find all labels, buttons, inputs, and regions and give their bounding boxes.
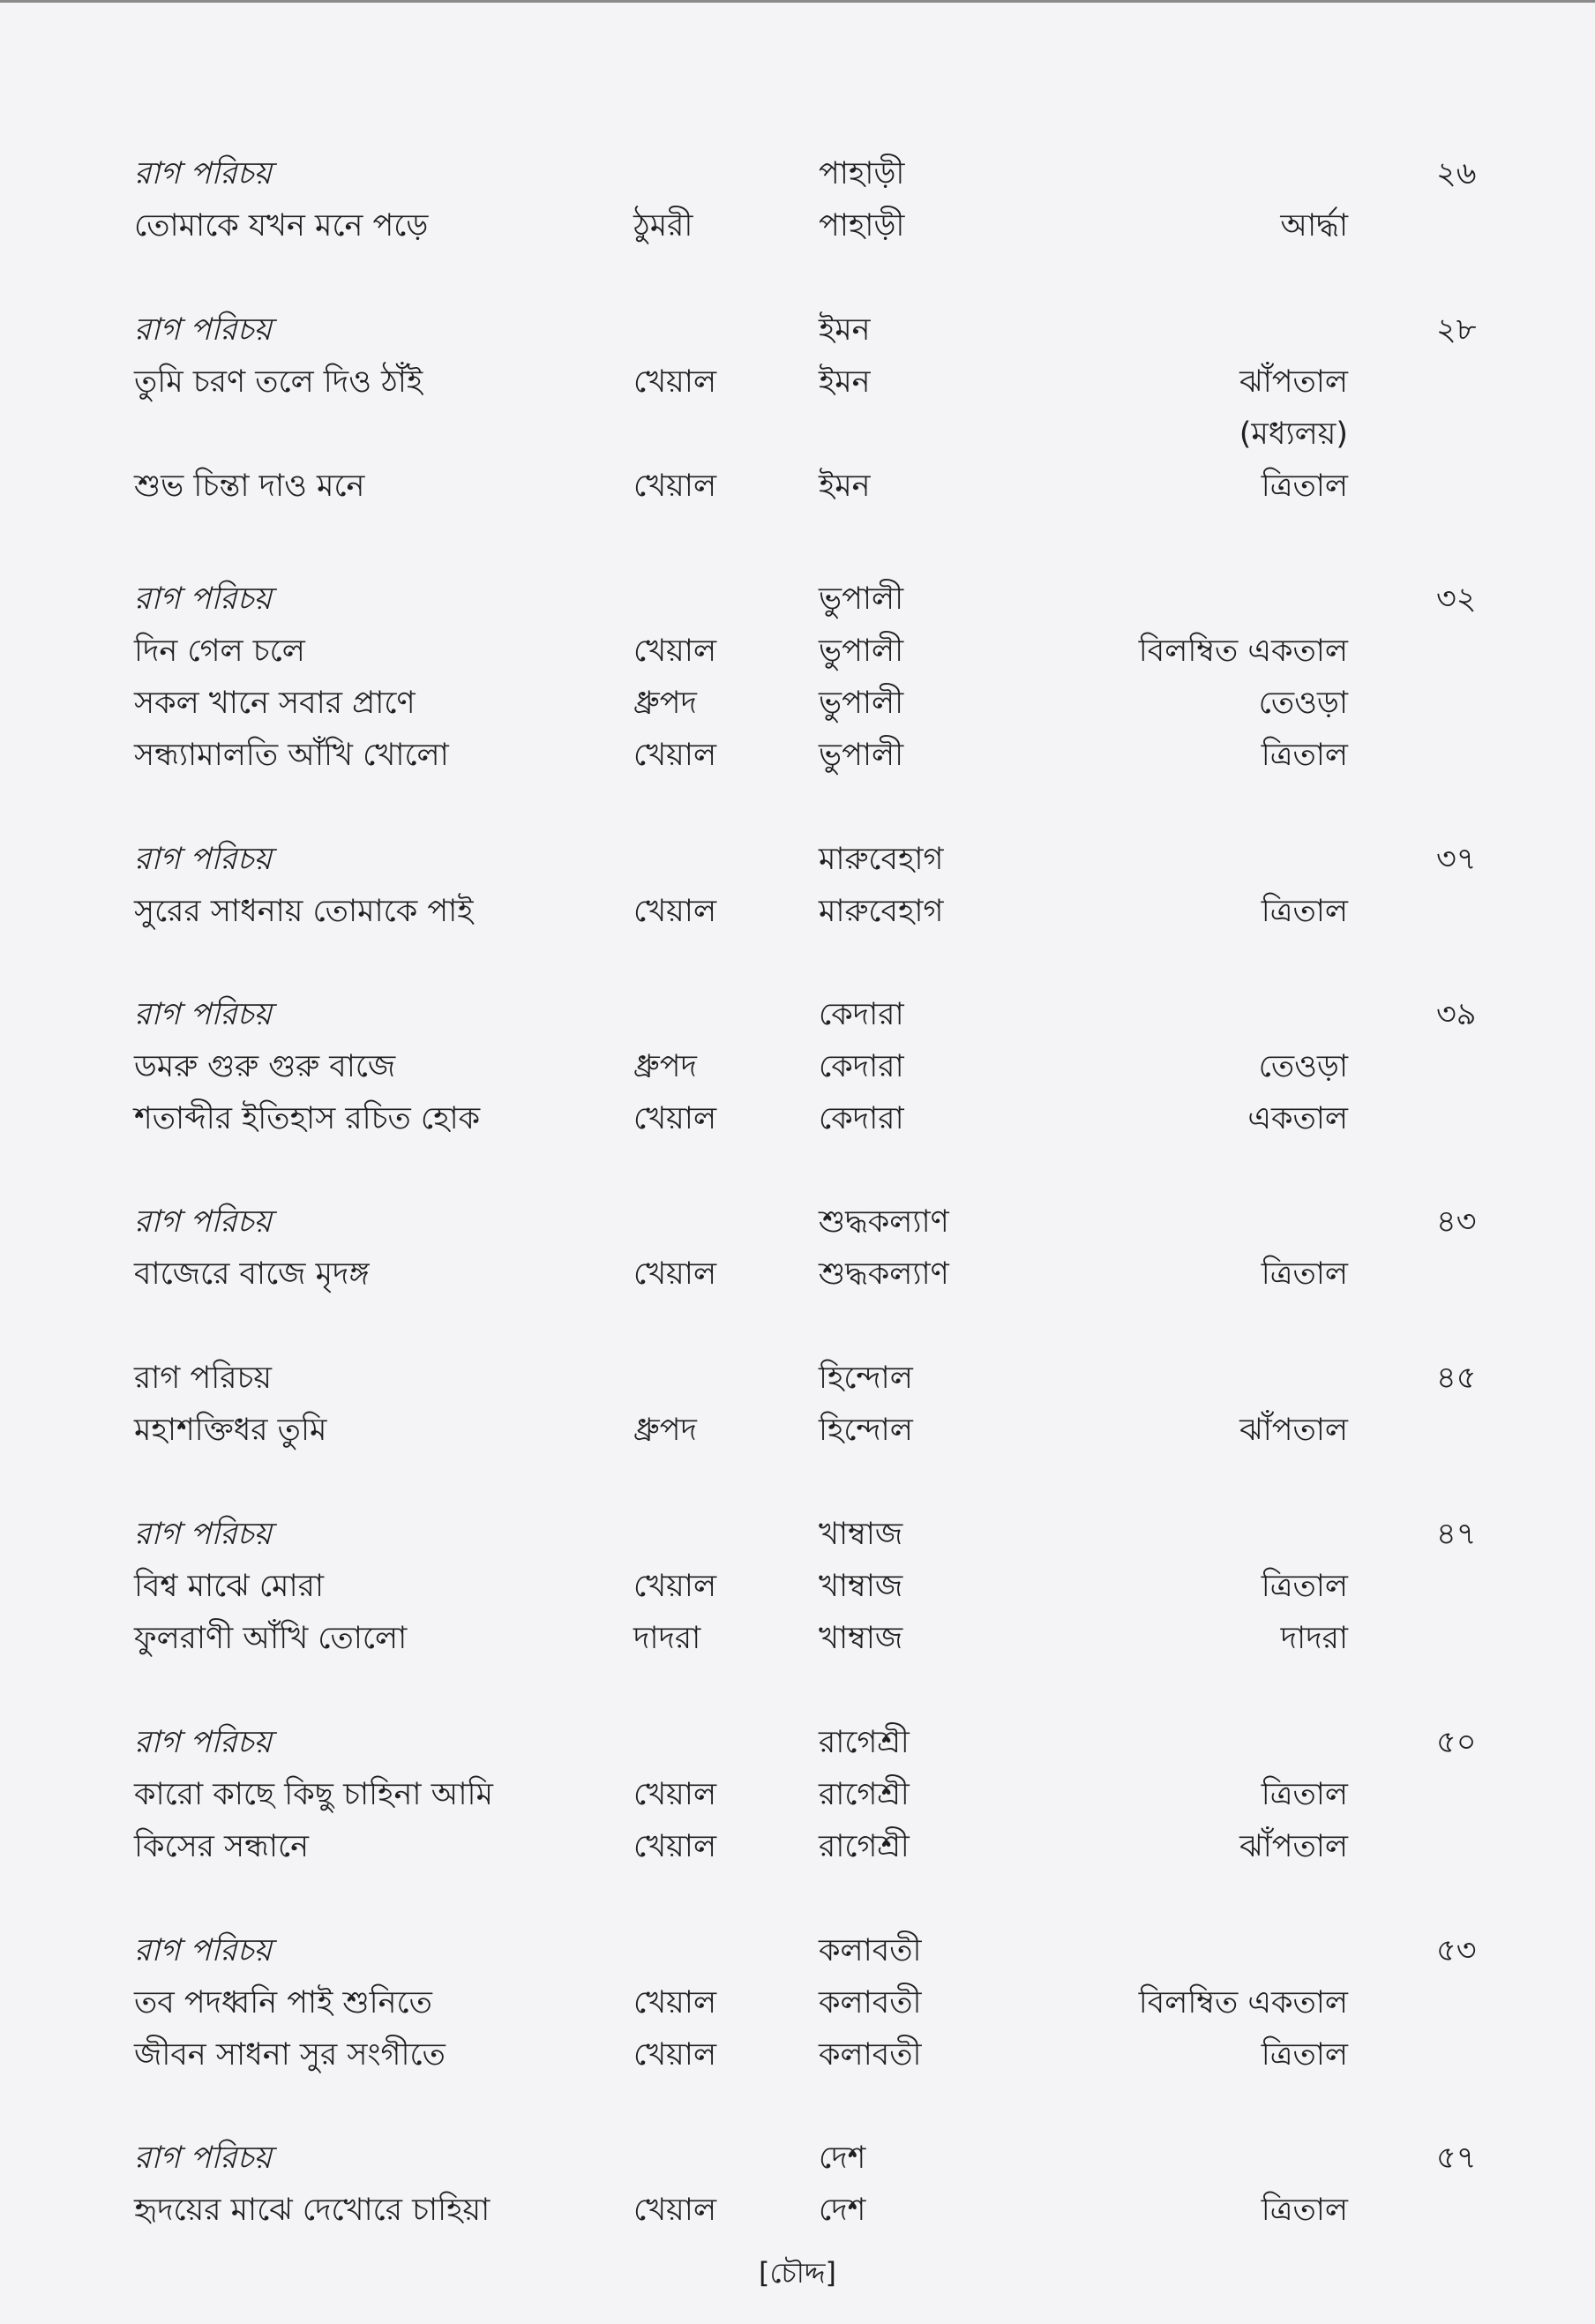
heading-raga: মারুবেহাগ bbox=[819, 842, 944, 877]
raga-heading-row bbox=[0, 1925, 1595, 1977]
heading-title: রাগ পরিচয় bbox=[134, 312, 272, 348]
heading-title: রাগ পরিচয় bbox=[134, 1204, 272, 1240]
song-row bbox=[0, 1561, 1595, 1613]
song-tala: তেওড়া bbox=[1258, 1049, 1348, 1084]
song-form: খেয়াল bbox=[633, 469, 717, 504]
song-title: তব পদধ্বনি পাই শুনিতে bbox=[134, 1985, 432, 2020]
page-number: ৫৩ bbox=[1436, 1933, 1477, 1968]
heading-raga: দেশ bbox=[819, 2140, 866, 2176]
song-title: জীবন সাধনা সুর সংগীতে bbox=[134, 2037, 446, 2073]
song-tala: ঝাঁপতাল bbox=[1239, 364, 1348, 400]
page-number: ৪৭ bbox=[1436, 1517, 1477, 1552]
heading-title: রাগ পরিচয় bbox=[134, 2140, 272, 2176]
toc-section bbox=[0, 1353, 1595, 1457]
raga-heading-row bbox=[0, 2133, 1595, 2185]
heading-raga: কেদারা bbox=[819, 997, 904, 1032]
song-form: খেয়াল bbox=[633, 1569, 717, 1604]
song-raga: ভুপালী bbox=[819, 633, 904, 669]
raga-heading-row bbox=[0, 989, 1595, 1041]
page-number: ৩৯ bbox=[1436, 997, 1477, 1032]
song-tala: ত্রিতাল bbox=[1261, 1256, 1348, 1292]
song-row bbox=[0, 461, 1595, 513]
toc-section bbox=[0, 834, 1595, 938]
song-tala: তেওড়া bbox=[1258, 686, 1348, 721]
song-title: বাজেরে বাজে মৃদঙ্গ bbox=[134, 1256, 370, 1292]
toc-section bbox=[0, 989, 1595, 1145]
song-form: ধ্রুপদ bbox=[633, 1049, 697, 1084]
song-row bbox=[0, 200, 1595, 252]
song-tala: ত্রিতাল bbox=[1261, 469, 1348, 504]
song-raga: কেদারা bbox=[819, 1049, 904, 1084]
song-title: তোমাকে যখন মনে পড়ে bbox=[134, 208, 429, 244]
heading-raga: খাম্বাজ bbox=[819, 1517, 903, 1552]
toc-section bbox=[0, 1509, 1595, 1665]
song-row bbox=[0, 1769, 1595, 1821]
song-raga: খাম্বাজ bbox=[819, 1621, 903, 1656]
song-raga: ভুপালী bbox=[819, 738, 904, 773]
song-form: খেয়াল bbox=[633, 2193, 717, 2228]
heading-title: রাগ পরিচয় bbox=[134, 1933, 272, 1968]
song-tala: দাদরা bbox=[1280, 1621, 1348, 1656]
song-title: কিসের সন্ধানে bbox=[134, 1829, 310, 1864]
song-title: ডমরু গুরু গুরু বাজে bbox=[134, 1049, 396, 1084]
song-tala: বিলম্বিত একতাল bbox=[1138, 633, 1348, 669]
raga-heading-row bbox=[0, 1353, 1595, 1405]
song-form: ধ্রুপদ bbox=[633, 686, 697, 721]
song-form: খেয়াল bbox=[633, 1985, 717, 2020]
song-tala: একতাল bbox=[1247, 1101, 1348, 1136]
raga-heading-row bbox=[0, 574, 1595, 626]
page-number: ২৬ bbox=[1436, 156, 1477, 191]
toc-section bbox=[0, 1717, 1595, 1873]
song-form: খেয়াল bbox=[633, 738, 717, 773]
toc-section bbox=[0, 574, 1595, 782]
page-number: ৩২ bbox=[1436, 581, 1477, 617]
song-row bbox=[0, 2185, 1595, 2237]
song-raga: দেশ bbox=[819, 2193, 866, 2228]
song-tala: ত্রিতাল bbox=[1261, 738, 1348, 773]
song-raga: পাহাড়ী bbox=[819, 208, 905, 244]
toc-section bbox=[0, 148, 1595, 252]
song-row bbox=[0, 626, 1595, 678]
song-row bbox=[0, 1821, 1595, 1873]
song-form: খেয়াল bbox=[633, 894, 717, 929]
heading-raga: শুদ্ধকল্যাণ bbox=[819, 1204, 949, 1240]
toc-section bbox=[0, 1196, 1595, 1301]
song-raga: কেদারা bbox=[819, 1101, 904, 1136]
page-number: ২৮ bbox=[1436, 312, 1477, 348]
heading-title: রাগ পরিচয় bbox=[134, 1725, 272, 1760]
heading-raga: পাহাড়ী bbox=[819, 156, 905, 191]
song-raga: রাগেশ্রী bbox=[819, 1777, 910, 1812]
song-tala: ত্রিতাল bbox=[1261, 1569, 1348, 1604]
toc-section bbox=[0, 304, 1595, 513]
song-row bbox=[0, 409, 1595, 461]
song-row bbox=[0, 1613, 1595, 1665]
heading-title: রাগ পরিচয় bbox=[134, 156, 272, 191]
heading-raga: ভুপালী bbox=[819, 581, 904, 617]
song-title: শতাব্দীর ইতিহাস রচিত হোক bbox=[134, 1101, 481, 1136]
song-row bbox=[0, 1405, 1595, 1457]
song-raga: ইমন bbox=[819, 364, 871, 400]
heading-raga: রাগেশ্রী bbox=[819, 1725, 910, 1760]
raga-heading-row bbox=[0, 148, 1595, 200]
song-form: খেয়াল bbox=[633, 633, 717, 669]
heading-raga: ইমন bbox=[819, 312, 871, 348]
song-row bbox=[0, 1977, 1595, 2029]
song-title: তুমি চরণ তলে দিও ঠাঁই bbox=[134, 364, 423, 400]
song-form: ধ্রুপদ bbox=[633, 1413, 697, 1448]
song-tala: ত্রিতাল bbox=[1261, 1777, 1348, 1812]
heading-raga: হিন্দোল bbox=[819, 1361, 913, 1396]
raga-heading-row bbox=[0, 1509, 1595, 1561]
heading-title: রাগ পরিচয় bbox=[134, 842, 272, 877]
song-row bbox=[0, 356, 1595, 409]
song-row bbox=[0, 1093, 1595, 1145]
song-form: খেয়াল bbox=[633, 2037, 717, 2073]
heading-title: রাগ পরিচয় bbox=[134, 1361, 272, 1396]
song-row bbox=[0, 2029, 1595, 2081]
heading-title: রাগ পরিচয় bbox=[134, 997, 272, 1032]
song-form: খেয়াল bbox=[633, 1777, 717, 1812]
song-title: সুরের সাধনায় তোমাকে পাই bbox=[134, 894, 474, 929]
song-row bbox=[0, 1248, 1595, 1301]
song-title: হৃদয়ের মাঝে দেখোরে চাহিয়া bbox=[134, 2193, 490, 2228]
song-tala: বিলম্বিত একতাল bbox=[1138, 1985, 1348, 2020]
song-title: ফুলরাণী আঁখি তোলো bbox=[134, 1621, 408, 1656]
song-title: শুভ চিন্তা দাও মনে bbox=[134, 469, 365, 504]
page-number-footer: [চৌদ্দ] bbox=[758, 2256, 837, 2290]
song-raga: ভুপালী bbox=[819, 686, 904, 721]
song-title: কারো কাছে কিছু চাহিনা আমি bbox=[134, 1777, 493, 1812]
song-raga: হিন্দোল bbox=[819, 1413, 913, 1448]
song-tala: ঝাঁপতাল bbox=[1239, 1829, 1348, 1864]
toc-section bbox=[0, 2133, 1595, 2237]
song-title: সন্ধ্যামালতি আঁখি খোলো bbox=[134, 738, 449, 773]
raga-heading-row bbox=[0, 304, 1595, 356]
song-tala: ঝাঁপতাল bbox=[1239, 1413, 1348, 1448]
song-tala: ত্রিতাল bbox=[1261, 2193, 1348, 2228]
raga-heading-row bbox=[0, 1196, 1595, 1248]
song-form: খেয়াল bbox=[633, 1101, 717, 1136]
page-number: ৪৩ bbox=[1436, 1204, 1477, 1240]
song-form: খেয়াল bbox=[633, 364, 717, 400]
heading-title: রাগ পরিচয় bbox=[134, 581, 272, 617]
toc-section bbox=[0, 1925, 1595, 2081]
song-title: বিশ্ব মাঝে মোরা bbox=[134, 1569, 325, 1604]
heading-raga: কলাবতী bbox=[819, 1933, 922, 1968]
page-number: ৪৫ bbox=[1436, 1361, 1477, 1396]
raga-heading-row bbox=[0, 834, 1595, 886]
page-number: ৫০ bbox=[1436, 1725, 1477, 1760]
song-raga: কলাবতী bbox=[819, 2037, 922, 2073]
song-row bbox=[0, 678, 1595, 730]
song-title: দিন গেল চলে bbox=[134, 633, 305, 669]
song-row bbox=[0, 886, 1595, 938]
song-raga: শুদ্ধকল্যাণ bbox=[819, 1256, 949, 1292]
heading-title: রাগ পরিচয় bbox=[134, 1517, 272, 1552]
song-title: মহাশক্তিধর তুমি bbox=[134, 1413, 327, 1448]
page-number: ৩৭ bbox=[1436, 842, 1477, 877]
song-form: খেয়াল bbox=[633, 1829, 717, 1864]
song-raga: রাগেশ্রী bbox=[819, 1829, 910, 1864]
song-tala: (মধ্যলয়) bbox=[1239, 416, 1348, 452]
song-title: সকল খানে সবার প্রাণে bbox=[134, 686, 416, 721]
song-tala: আর্দ্ধা bbox=[1280, 208, 1348, 244]
song-raga: কলাবতী bbox=[819, 1985, 922, 2020]
raga-heading-row bbox=[0, 1717, 1595, 1769]
page-number: ৫৭ bbox=[1436, 2140, 1477, 2176]
song-raga: মারুবেহাগ bbox=[819, 894, 944, 929]
song-tala: ত্রিতাল bbox=[1261, 2037, 1348, 2073]
song-form: দাদরা bbox=[633, 1621, 701, 1656]
song-raga: খাম্বাজ bbox=[819, 1569, 903, 1604]
song-form: ঠুমরী bbox=[633, 208, 693, 244]
song-row bbox=[0, 1041, 1595, 1093]
song-form: খেয়াল bbox=[633, 1256, 717, 1292]
song-raga: ইমন bbox=[819, 469, 871, 504]
song-tala: ত্রিতাল bbox=[1261, 894, 1348, 929]
song-row bbox=[0, 730, 1595, 782]
